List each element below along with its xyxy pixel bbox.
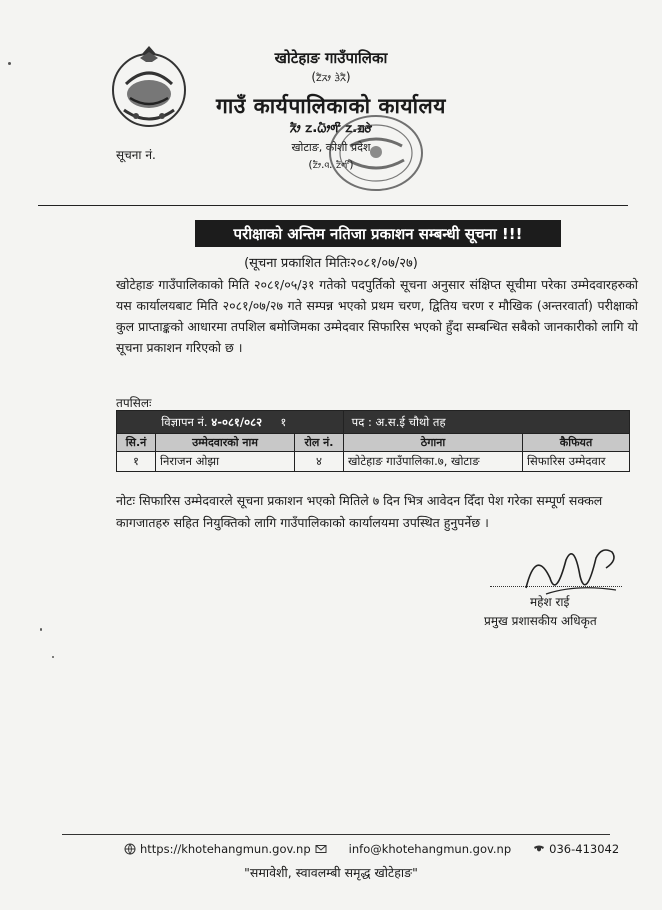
details-label: तपसिलः: [116, 396, 152, 410]
footer-slogan: "समावेशी, स्वावलम्बी समृद्ध खोटेहाङ": [244, 865, 418, 880]
cell-serial: १: [117, 452, 156, 472]
signature-line: [490, 586, 622, 587]
advertisement-number: ४-०८१/०८२: [211, 414, 263, 429]
signer-title: प्रमुख प्रशासकीय अधिकृत: [484, 614, 597, 628]
globe-icon: [124, 843, 136, 855]
publication-date: (सूचना प्रकाशित मितिः२०८१/०७/२७): [244, 256, 418, 271]
email-link[interactable]: info@khotehangmun.gov.np: [348, 842, 512, 856]
column-header-address: ठेगाना: [344, 434, 523, 452]
advertisement-label: विज्ञापन नं.: [161, 414, 208, 429]
phone-number: 036-413042: [549, 842, 620, 856]
municipality-name: खोटेहाङ गाउँपालिका: [274, 49, 388, 67]
column-header-candidate-name: उम्मेदवारको नाम: [156, 434, 295, 452]
district-line-alt-script: (ᤁᤥ.ᤚ. ᤁᤠᤛᤡ): [308, 158, 354, 171]
cell-address: खोटेहाङ गाउँपालिका.७, खोटाङ: [344, 452, 523, 472]
email-icon: [315, 843, 327, 855]
post-title: पद : अ.स.ई चौथो तह: [351, 414, 446, 429]
reference-number-label: सूचना नं.: [116, 148, 156, 162]
cell-roll-number: ४: [295, 452, 344, 472]
notice-note: नोटः सिफारिस उम्मेदवारले सूचना प्रकाशन भएको मितिले ७ दिन भित्र आवेदन दिँदा पेश गरेका सम्पूर्ण सक्कल कागजातहरु सहित नियुक्तिको लागि गाउँपालिकाको कार्यालयमा उपस्थित हुनुपर्नेछ ।: [116, 493, 603, 530]
signer-name: महेश राई: [530, 595, 570, 609]
notice-heading: परीक्षाको अन्तिम नतिजा प्रकाशन सम्बन्धी सूचना !!!: [195, 220, 561, 247]
table-header-row: [117, 434, 630, 452]
phone-icon: [533, 843, 545, 855]
advertisement-suffix: १: [280, 414, 287, 429]
office-name: गाउँ कार्यपालिकाको कार्यालय: [216, 94, 446, 118]
results-table: [116, 410, 630, 472]
notice-body: खोटेहाङ गाउँपालिकाको मिति २०८१/०५/३१ गतेको पदपुर्तिको सूचना अनुसार संक्षिप्त सूचीमा परेका उम्मेदवारहरुको यस कार्यालयबाट मिति २०८१/०७/२७ गते सम्पन्न भएको प्रथम चरण, द्वितिय चरण र मौखिक (अन्तरवार्ता) परीक्षाको कुल प्राप्ताङ्कको आधारमा तपशिल बमोजिमका उम्मेदवार सिफारिस भएको हुँदा सम्बन्धित सबैको जानकारीको लागि यो सूचना प्रकाशन गरिएको छ ।: [116, 277, 638, 355]
cell-candidate-name: निराजन ओझा: [156, 452, 295, 472]
scan-speck: [40, 628, 42, 631]
location-line: ᤖᤥ ᤁ.ᤐᤥᤛᤡ ᤁ.ᤀᤅᤧ: [289, 120, 373, 136]
header-divider: [38, 205, 628, 206]
cell-remarks: सिफारिस उम्मेदवार: [523, 452, 630, 472]
column-header-roll-number: रोल नं.: [295, 434, 344, 452]
district-line: खोटाङ, कोशी प्रदेश: [291, 141, 371, 154]
website-link[interactable]: https://khotehangmun.gov.np: [140, 842, 311, 856]
footer-divider: [62, 834, 610, 835]
scan-speck: [52, 656, 54, 658]
table-row: [117, 452, 630, 472]
advertisement-row: [117, 411, 630, 434]
column-header-remarks: कैफियत: [523, 434, 630, 452]
municipality-name-alt-script: (ᤁᤠᤖᤣ ᤋᤧᤖᤠ): [311, 70, 351, 84]
office-stamp-icon: [326, 112, 426, 194]
column-header-serial: सि.नं: [117, 434, 156, 452]
scan-speck: [8, 62, 11, 65]
footer-contact: [124, 842, 619, 856]
